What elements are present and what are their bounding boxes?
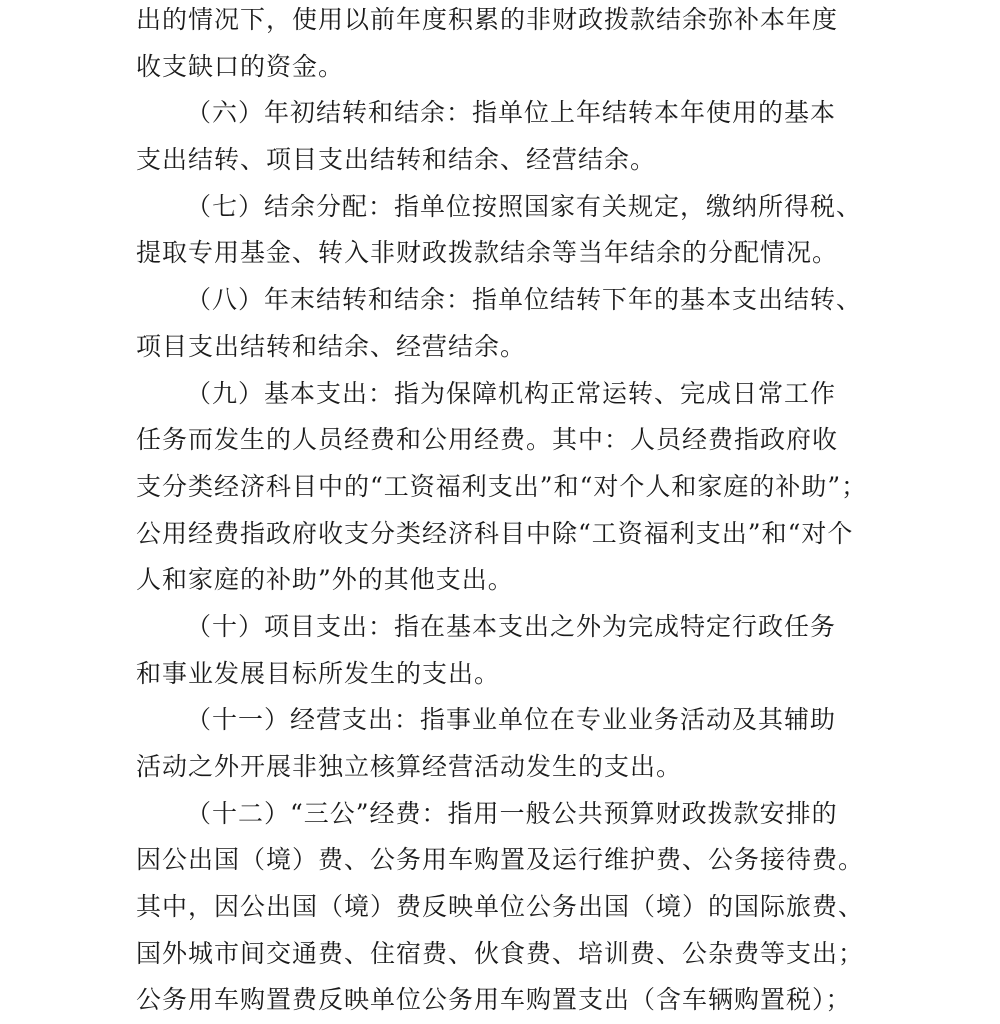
paragraph-start-line: （九）基本支出：指为保障机构正常运转、完成日常工作 <box>186 379 837 408</box>
text-line: 公用经费指政府收支分类经济科目中除“工资福利支出”和“对个 <box>136 519 854 548</box>
text-line: 提取专用基金、转入非财政拨款结余等当年结余的分配情况。 <box>136 238 839 267</box>
text-line: 项目支出结转和结余、经营结余。 <box>136 332 527 361</box>
text-line: 人和家庭的补助”外的其他支出。 <box>136 565 514 594</box>
text-line: 和事业发展目标所发生的支出。 <box>136 659 501 688</box>
paragraph-start-line: （十）项目支出：指在基本支出之外为完成特定行政任务 <box>186 612 837 641</box>
text-line: 其中，因公出国（境）费反映单位公务出国（境）的国际旅费、 <box>136 892 865 921</box>
text-line: 收支缺口的资金。 <box>136 52 345 81</box>
text-line: 支分类经济科目中的“工资福利支出”和“对个人和家庭的补助”； <box>136 472 868 501</box>
paragraph-start-line: （六）年初结转和结余：指单位上年结转本年使用的基本 <box>186 98 837 127</box>
paragraph-start-line: （十一）经营支出：指事业单位在专业业务活动及其辅助 <box>186 705 837 734</box>
text-line: 公务用车购置费反映单位公务用车购置支出（含车辆购置税）； <box>136 985 852 1014</box>
text-line: 活动之外开展非独立核算经营活动发生的支出。 <box>136 752 683 781</box>
text-line: 任务而发生的人员经费和公用经费。其中：人员经费指政府收 <box>136 425 839 454</box>
text-line: 国外城市间交通费、住宿费、伙食费、培训费、公杂费等支出； <box>136 939 865 968</box>
text-line: 因公出国（境）费、公务用车购置及运行维护费、公务接待费。 <box>136 845 865 874</box>
paragraph-start-line: （十二）“三公”经费：指用一般公共预算财政拨款安排的 <box>186 799 838 828</box>
paragraph-start-line: （八）年末结转和结余：指单位结转下年的基本支出结转、 <box>186 285 863 314</box>
text-line: 支出结转、项目支出结转和结余、经营结余。 <box>136 145 657 174</box>
paragraph-start-line: （七）结余分配：指单位按照国家有关规定，缴纳所得税、 <box>186 192 863 221</box>
text-line: 出的情况下，使用以前年度积累的非财政拨款结余弥补本年度 <box>136 5 839 34</box>
